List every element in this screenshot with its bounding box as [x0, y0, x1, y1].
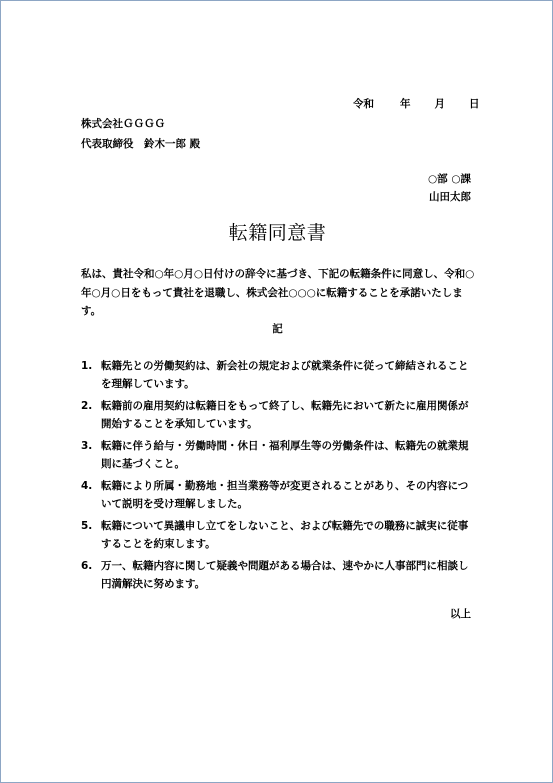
- list-item: [81, 357, 476, 393]
- item-number: 1.: [81, 360, 93, 372]
- sender-department: ○部 ○課: [428, 173, 471, 185]
- item-text: 転籍について異議申し立てをしないこと、および転籍先での職務に誠実に従事することを約束します。: [101, 520, 469, 550]
- list-item: [81, 437, 476, 473]
- document-title: 転籍同意書: [228, 222, 327, 244]
- list-item: [81, 517, 476, 553]
- item-text: 転籍前の雇用契約は転籍日をもって終了し、転籍先において新たに雇用関係が開始することを承知しています。: [101, 400, 469, 430]
- recipient-company: 株式会社ＧＧＧＧ: [81, 118, 165, 130]
- list-item: [81, 557, 476, 593]
- closing-mark: 以上: [450, 608, 471, 620]
- item-text: 転籍先との労働契約は、新会社の規定および就業条件に従って締結されることを理解しています。: [101, 360, 469, 390]
- sender-name: 山田太郎: [429, 191, 471, 203]
- list-item: [81, 397, 476, 433]
- item-number: 3.: [81, 440, 93, 452]
- item-text: 転籍に伴う給与・労働時間・休日・福利厚生等の労働条件は、転籍先の就業規則に基づくこと。: [101, 440, 469, 470]
- ki-heading: 記: [272, 323, 283, 335]
- item-number: 4.: [81, 480, 93, 492]
- date-year-unit: 年: [400, 98, 411, 110]
- item-text: 万一、転籍内容に関して疑義や問題がある場合は、速やかに人事部門に相談し円満解決に努めます。: [101, 560, 469, 590]
- item-number: 2.: [81, 400, 93, 412]
- date-day-unit: 日: [469, 98, 480, 110]
- recipient-person: 代表取締役 鈴木一郎 殿: [81, 138, 201, 150]
- date-month-unit: 月: [434, 98, 445, 110]
- terms-list: [81, 357, 476, 597]
- item-number: 6.: [81, 560, 93, 572]
- list-item: [81, 477, 476, 513]
- date-line: [353, 98, 480, 111]
- item-number: 5.: [81, 520, 93, 532]
- date-era: 令和: [353, 98, 374, 110]
- item-text: 転籍により所属・勤務地・担当業務等が変更されることがあり、その内容について説明を受け理解しました。: [101, 480, 469, 510]
- intro-paragraph: 私は、貴社令和○年○月○日付けの辞令に基づき、下記の転籍条件に同意し、令和○年○月○日をもって貴社を退職し、株式会社○○○に転籍することを承諾いたします。: [81, 268, 475, 317]
